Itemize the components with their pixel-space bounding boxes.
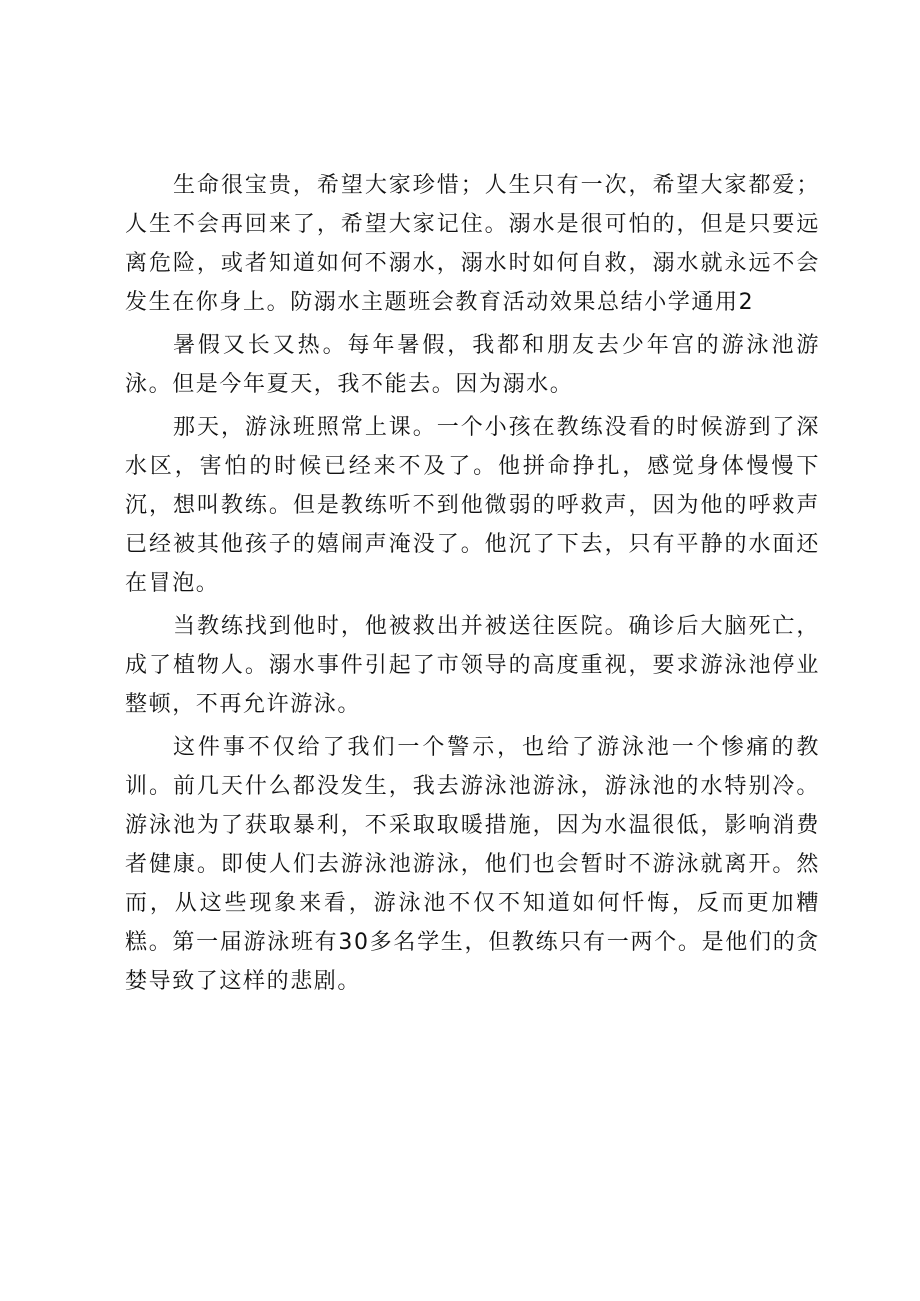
paragraph-3: 那天，游泳班照常上课。一个小孩在教练没看的时候游到了深水区，害怕的时候已经来不及了。他拼命挣扎，感觉身体慢慢下沉，想叫教练。但是教练听不到他微弱的呼救声，因为他的呼救声已经被其他孩子的嬉闹声淹没了。他沉了下去，只有平静的水面还在冒泡。 (125, 415, 820, 596)
document-body (125, 166, 820, 1001)
paragraph-1: 生命很宝贵，希望大家珍惜；人生只有一次，希望大家都爱；人生不会再回来了，希望大家记住。溺水是很可怕的，但是只要远离危险，或者知道如何不溺水，溺水时如何自救，溺水就永远不会发生在你身上。防溺水主题班会教育活动效果总结小学通用2 (125, 173, 820, 315)
paragraph-2: 暑假又长又热。每年暑假，我都和朋友去少年宫的游泳池游泳。但是今年夏天，我不能去。因为溺水。 (125, 333, 820, 397)
paragraph-5: 这件事不仅给了我们一个警示，也给了游泳池一个惨痛的教训。前几天什么都没发生，我去游泳池游泳，游泳池的水特别冷。游泳池为了获取暴利，不采取取暖措施，因为水温很低，影响消费者健康。即使人们去游泳池游泳，他们也会暂时不游泳就离开。然而，从这些现象来看，游泳池不仅不知道如何忏悔，反而更加糟糕。第一届游泳班有30多名学生，但教练只有一两个。是他们的贪婪导致了这样的悲剧。 (125, 735, 820, 994)
paragraph-4: 当教练找到他时，他被救出并被送往医院。确诊后大脑死亡，成了植物人。溺水事件引起了市领导的高度重视，要求游泳池停业整顿，不再允许游泳。 (125, 614, 820, 717)
